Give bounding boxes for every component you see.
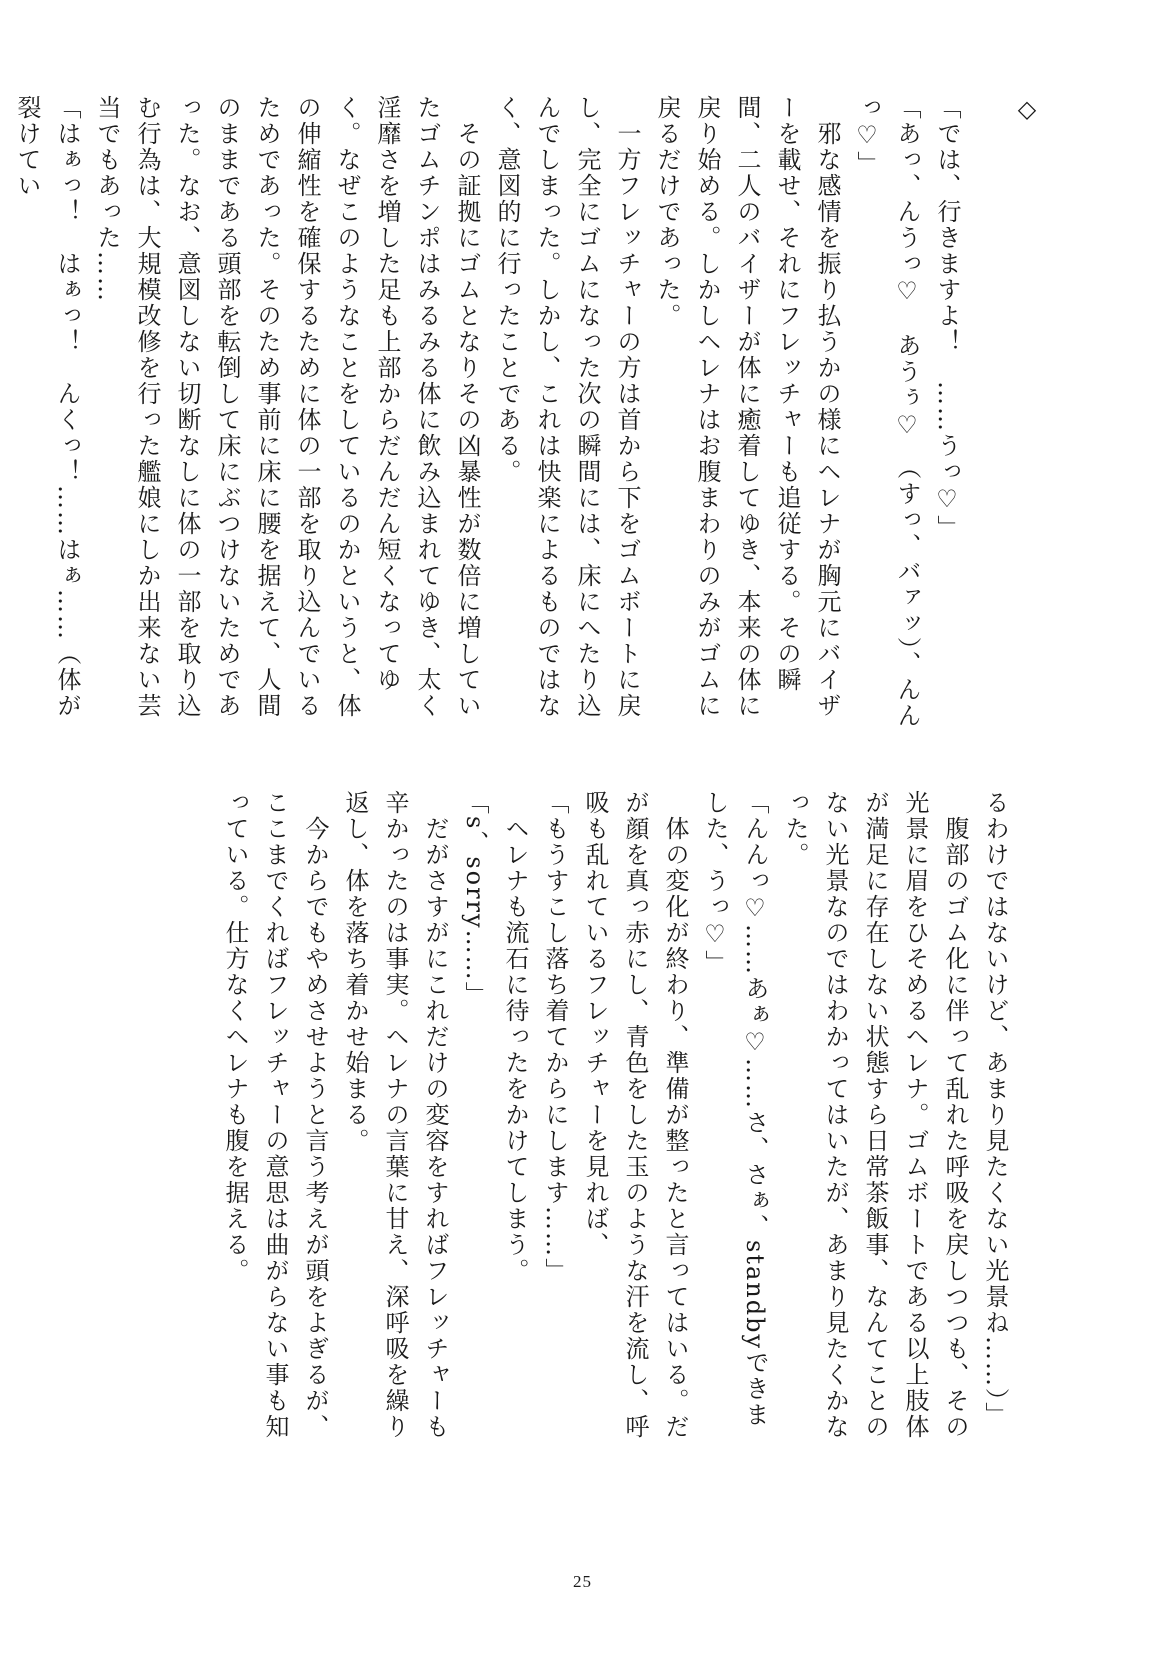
upper-text-block: [13, 95, 1047, 735]
paragraph: ヘレナも流石に待ったをかけてしまう。: [501, 790, 529, 1284]
paragraph: 邪な感情を振り払うかの様にヘレナが胸元にバイザーを載せ、それにフレッチャーも追従する。その瞬間、二人のバイザーが体に癒着してゆき、本来の体に戻り始める。しかしヘレナはお腹まわりのみがゴムに戻るだけであった。: [653, 95, 841, 719]
paragraph: 「あっ、んうっ♡ あうぅ♡ （すっ、バァッ）、んんっ♡」: [853, 95, 921, 729]
page-number: 25: [573, 1572, 592, 1591]
paragraph: だがさすがにこれだけの変容をすればフレッチャーも辛かったのは事実。ヘレナの言葉に甘え、深呼吸を繰り返し、体を落ち着かせ始まる。: [341, 790, 449, 1440]
scene-break-marker: ◇: [1013, 95, 1041, 125]
paragraph: 一方フレッチャーの方は首から下をゴムボートに戻し、完全にゴムになった次の瞬間には、床にへたり込んでしまった。しかし、これは快楽によるものではなく、意図的に行ったことである。: [493, 95, 641, 719]
paragraph: 今からでもやめさせようと言う考えが頭をよぎるが、ここまでくればフレッチャーの意思は曲がらない事も知っている。仕方なくヘレナも腹を据える。: [221, 790, 329, 1440]
paragraph: 腹部のゴム化に伴って乱れた呼吸を戻しつつも、その光景に眉をひそめるヘレナ。ゴムボートである以上肢体が満足に存在しない状態すら日常茶飯事、なんてことのない光景なのではわかってはいたが、あまり見たくかなった。: [781, 790, 969, 1440]
paragraph: 「んんっ♡……あぁ♡……さ、さぁ、standbyできました、うっ♡」: [701, 790, 769, 1429]
paragraph: 「もうすこし落ち着てからにします……」: [541, 790, 569, 1284]
lower-text-block: [55, 790, 1015, 1450]
paragraph: その証拠にゴムとなりその凶暴性が数倍に増していたゴムチンポはみるみる体に飲み込まれてゆき、太く淫靡さを増した足も上部からだんだん短くなってゆく。なぜこのようなことをしているのかというと、体の伸縮性を確保するために体の一部を取り込んでいるためであった。そのため事前に床に腰を据えて、人間のままである頭部を転倒して床にぶつけないためであった。なお、意図しない切断なしに体の一部を取り込む行為は、大規模改修を行った艦娘にしか出来ない芸当でもあった……: [93, 95, 481, 719]
paragraph: 体の変化が終わり、準備が整ったと言ってはいる。だが顔を真っ赤にし、青色をした玉のような汗を流し、呼吸も乱れているフレッチャーを見れば、: [581, 790, 689, 1440]
paragraph: 「s、sorry……」: [461, 790, 489, 1008]
paragraph: 「では、行きますよ！ ……うっ♡」: [933, 95, 961, 541]
paragraph: 「はぁっ！ はぁっ！ んくっ！……はぁ……（体が裂けてい: [13, 95, 81, 719]
paragraph: るわけではないけど、あまり見たくない光景ね……）」: [981, 790, 1009, 1428]
